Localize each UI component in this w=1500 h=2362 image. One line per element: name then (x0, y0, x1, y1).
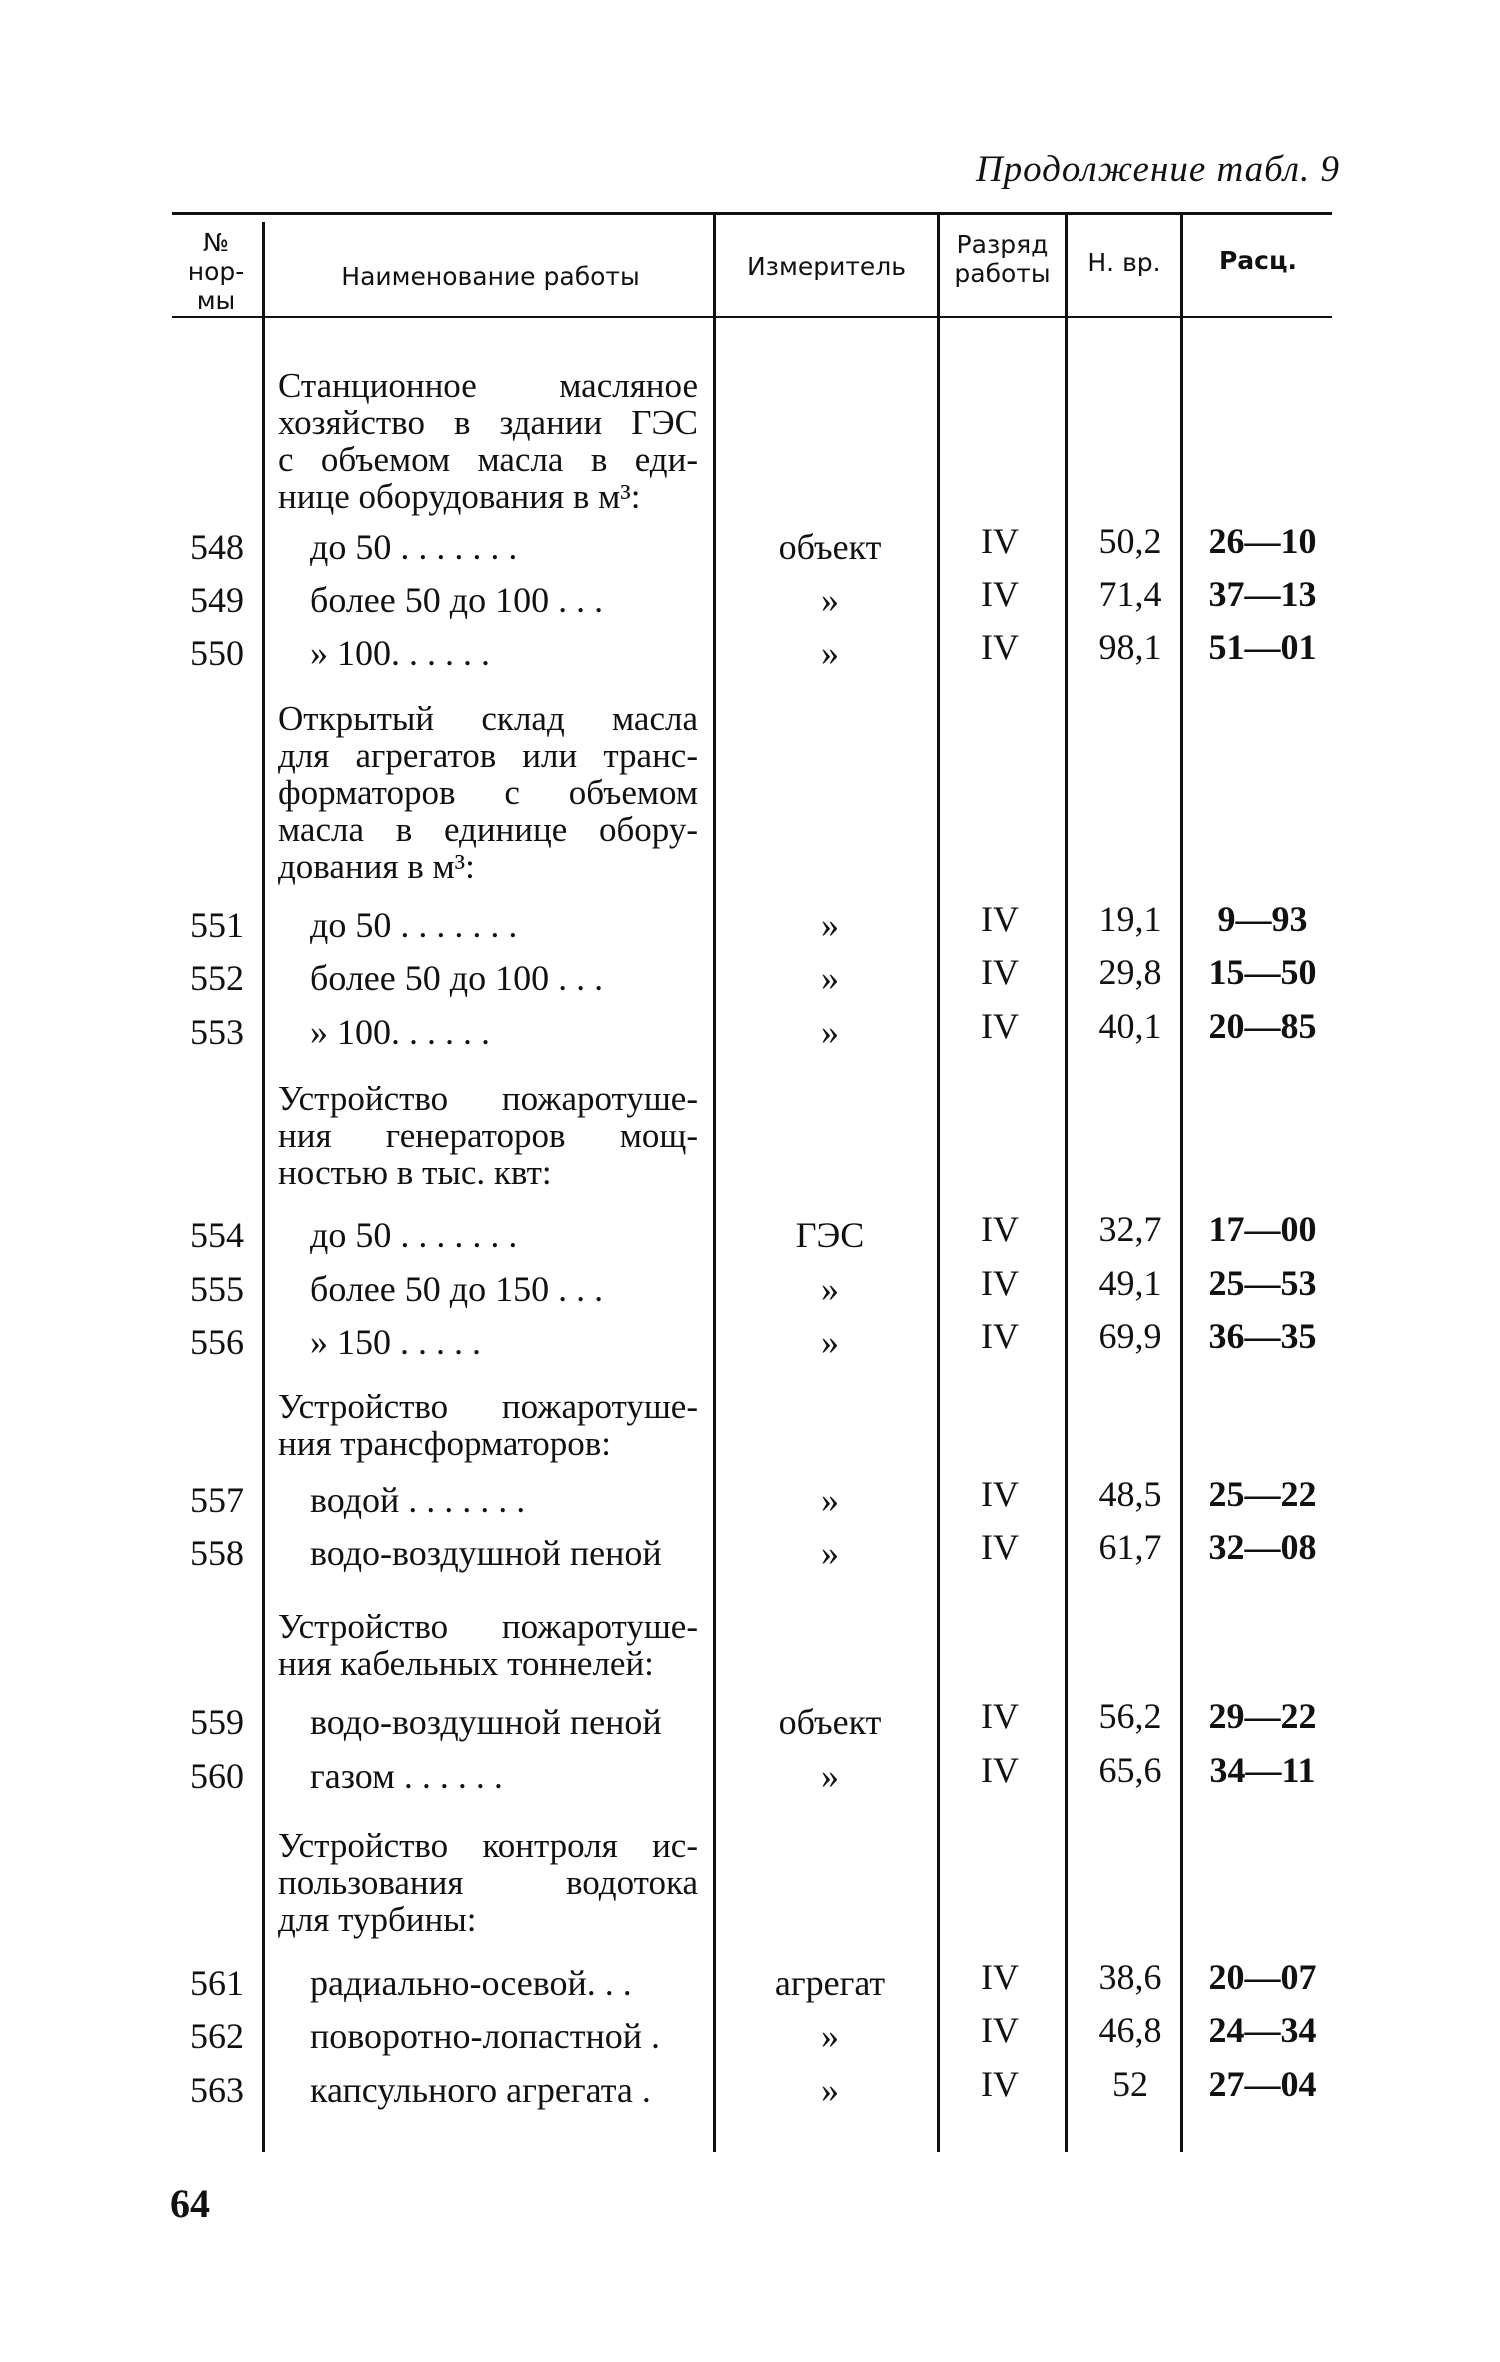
cell-measure: объект (778, 527, 882, 567)
header-top-rule (172, 212, 1332, 215)
group-heading-line: Устройство пожаротуше- (278, 1607, 698, 1646)
cell-rate: 32—08 (1208, 1527, 1317, 1567)
cell-time: 46,8 (1098, 2010, 1162, 2050)
cell-rate: 25—22 (1208, 1474, 1317, 1514)
cell-time: 38,6 (1098, 1957, 1162, 1997)
group-heading-line: пользования водотока (278, 1863, 698, 1902)
cell-time: 29,8 (1098, 952, 1162, 992)
cell-grade: IV (981, 1527, 1019, 1567)
cell-rate: 25—53 (1208, 1263, 1317, 1303)
header-norm-number (172, 228, 260, 315)
cell-rate: 29—22 (1208, 1696, 1317, 1736)
column-divider (262, 222, 265, 2152)
header-rate: Расц. (1218, 246, 1298, 275)
column-divider (1065, 215, 1068, 2152)
cell-name: водой . . . . . . . (310, 1480, 526, 1520)
cell-time: 65,6 (1098, 1750, 1162, 1790)
page-number: 64 (170, 2181, 210, 2226)
cell-name: радиально-осевой. . . (310, 1963, 632, 2003)
cell-grade: IV (981, 1696, 1019, 1736)
cell-grade: IV (981, 1957, 1019, 1997)
cell-name: поворотно-лопастной . (310, 2016, 660, 2056)
header-grade (940, 230, 1065, 288)
cell-name: до 50 . . . . . . . (310, 1215, 518, 1255)
cell-measure: » (821, 1533, 839, 1573)
group-heading-line: с объемом масла в еди- (278, 440, 698, 479)
header-bottom-rule (172, 316, 1332, 318)
cell-num: 554 (190, 1215, 244, 1255)
cell-num: 562 (190, 2016, 244, 2056)
cell-num: 556 (190, 1322, 244, 1362)
cell-name: газом . . . . . . (310, 1756, 503, 1796)
group-heading-line: для агрегатов или транс- (278, 736, 698, 775)
cell-time: 49,1 (1098, 1263, 1162, 1303)
cell-num: 550 (190, 633, 244, 673)
cell-measure: ГЭС (795, 1215, 865, 1255)
cell-measure: » (821, 2070, 839, 2110)
cell-num: 563 (190, 2070, 244, 2110)
cell-time: 98,1 (1098, 627, 1162, 667)
cell-rate: 15—50 (1208, 952, 1317, 992)
cell-rate: 17—00 (1208, 1209, 1317, 1249)
group-heading (278, 700, 698, 885)
cell-grade: IV (981, 1006, 1019, 1046)
cell-rate: 37—13 (1208, 574, 1317, 614)
cell-num: 557 (190, 1480, 244, 1520)
group-heading-line: дования в м³: (278, 847, 475, 886)
cell-num: 549 (190, 580, 244, 620)
cell-num: 548 (190, 527, 244, 567)
column-divider (1180, 215, 1183, 2152)
cell-time: 69,9 (1098, 1316, 1162, 1356)
group-heading (278, 1608, 698, 1682)
cell-rate: 9—93 (1217, 899, 1308, 939)
cell-rate: 36—35 (1208, 1316, 1317, 1356)
cell-measure: » (821, 1480, 839, 1520)
group-heading-line: Станционное масляное (278, 366, 698, 405)
header-measure: Измеритель (746, 252, 906, 281)
cell-measure: » (821, 2016, 839, 2056)
header-work-name: Наименование работы (341, 262, 640, 291)
cell-time: 19,1 (1098, 899, 1162, 939)
cell-time: 61,7 (1098, 1527, 1162, 1567)
header-grade-line: работы (954, 259, 1051, 288)
group-heading-line: ния трансформаторов: (278, 1424, 612, 1463)
group-heading (278, 367, 698, 515)
column-divider (713, 215, 716, 2152)
group-heading-line: нице оборудования в м³: (278, 477, 641, 516)
cell-grade: IV (981, 574, 1019, 614)
cell-grade: IV (981, 627, 1019, 667)
group-heading-line: форматоров с объемом (278, 773, 698, 812)
group-heading-line: для турбины: (278, 1900, 477, 1939)
cell-num: 560 (190, 1756, 244, 1796)
cell-time: 40,1 (1098, 1006, 1162, 1046)
cell-measure: » (821, 580, 839, 620)
group-heading-line: масла в единице обору- (278, 810, 698, 849)
cell-grade: IV (981, 1474, 1019, 1514)
cell-num: 559 (190, 1702, 244, 1742)
group-heading-line: Устройство контроля ис- (278, 1826, 698, 1865)
cell-name: более 50 до 100 . . . (310, 958, 604, 998)
group-heading-line: ния генераторов мощ- (278, 1116, 698, 1155)
group-heading (278, 1827, 698, 1938)
cell-num: 551 (190, 905, 244, 945)
cell-rate: 26—10 (1208, 521, 1317, 561)
cell-name: до 50 . . . . . . . (310, 905, 518, 945)
cell-rate: 34—11 (1209, 1750, 1316, 1790)
cell-measure: » (821, 1322, 839, 1362)
group-heading-line: ния кабельных тоннелей: (278, 1644, 654, 1683)
cell-grade: IV (981, 1263, 1019, 1303)
header-grade-line: Разряд (956, 230, 1049, 259)
cell-grade: IV (981, 1209, 1019, 1249)
cell-name: » 100. . . . . . (310, 633, 490, 673)
cell-measure: » (821, 958, 839, 998)
cell-name: » 150 . . . . . (310, 1322, 481, 1362)
cell-measure: » (821, 633, 839, 673)
header-norm-number-line: мы (196, 286, 236, 315)
cell-name: более 50 до 150 . . . (310, 1269, 604, 1309)
cell-measure: агрегат (774, 1963, 886, 2003)
cell-time: 71,4 (1098, 574, 1162, 614)
group-heading-line: Устройство пожаротуше- (278, 1079, 698, 1118)
cell-measure: объект (778, 1702, 882, 1742)
cell-measure: » (821, 1269, 839, 1309)
cell-num: 552 (190, 958, 244, 998)
cell-time: 56,2 (1098, 1696, 1162, 1736)
group-heading-line: ностью в тыс. квт: (278, 1153, 552, 1192)
cell-num: 561 (190, 1963, 244, 2003)
cell-grade: IV (981, 1750, 1019, 1790)
cell-grade: IV (981, 521, 1019, 561)
header-time-norm: Н. вр. (1087, 248, 1161, 277)
cell-time: 32,7 (1098, 1209, 1162, 1249)
cell-name: водо-воздушной пеной (310, 1533, 662, 1573)
cell-name: водо-воздушной пеной (310, 1702, 662, 1742)
cell-time: 50,2 (1098, 521, 1162, 561)
group-heading (278, 1388, 698, 1462)
cell-name: более 50 до 100 . . . (310, 580, 604, 620)
cell-num: 555 (190, 1269, 244, 1309)
cell-measure: » (821, 1756, 839, 1796)
group-heading-line: Устройство пожаротуше- (278, 1387, 698, 1426)
group-heading-line: хозяйство в здании ГЭС (278, 403, 698, 442)
header-norm-number-line: нор- (187, 257, 245, 286)
cell-grade: IV (981, 2064, 1019, 2104)
cell-rate: 27—04 (1208, 2064, 1317, 2104)
cell-time: 48,5 (1098, 1474, 1162, 1514)
cell-measure: » (821, 1012, 839, 1052)
cell-name: до 50 . . . . . . . (310, 527, 518, 567)
cell-rate: 20—85 (1208, 1006, 1317, 1046)
cell-num: 553 (190, 1012, 244, 1052)
cell-measure: » (821, 905, 839, 945)
cell-rate: 24—34 (1208, 2010, 1317, 2050)
cell-name: » 100. . . . . . (310, 1012, 490, 1052)
cell-grade: IV (981, 952, 1019, 992)
group-heading-line: Открытый склад масла (278, 699, 698, 738)
header-norm-number-line: № (202, 228, 229, 257)
cell-grade: IV (981, 2010, 1019, 2050)
cell-rate: 20—07 (1208, 1957, 1317, 1997)
cell-name: капсульного агрегата . (310, 2070, 651, 2110)
column-divider (937, 215, 940, 2152)
group-heading (278, 1080, 698, 1191)
cell-rate: 51—01 (1208, 627, 1317, 667)
table-continuation-caption: Продолжение табл. 9 (975, 149, 1340, 190)
cell-grade: IV (981, 1316, 1019, 1356)
cell-grade: IV (981, 899, 1019, 939)
cell-num: 558 (190, 1533, 244, 1573)
cell-time: 52 (1112, 2064, 1148, 2104)
